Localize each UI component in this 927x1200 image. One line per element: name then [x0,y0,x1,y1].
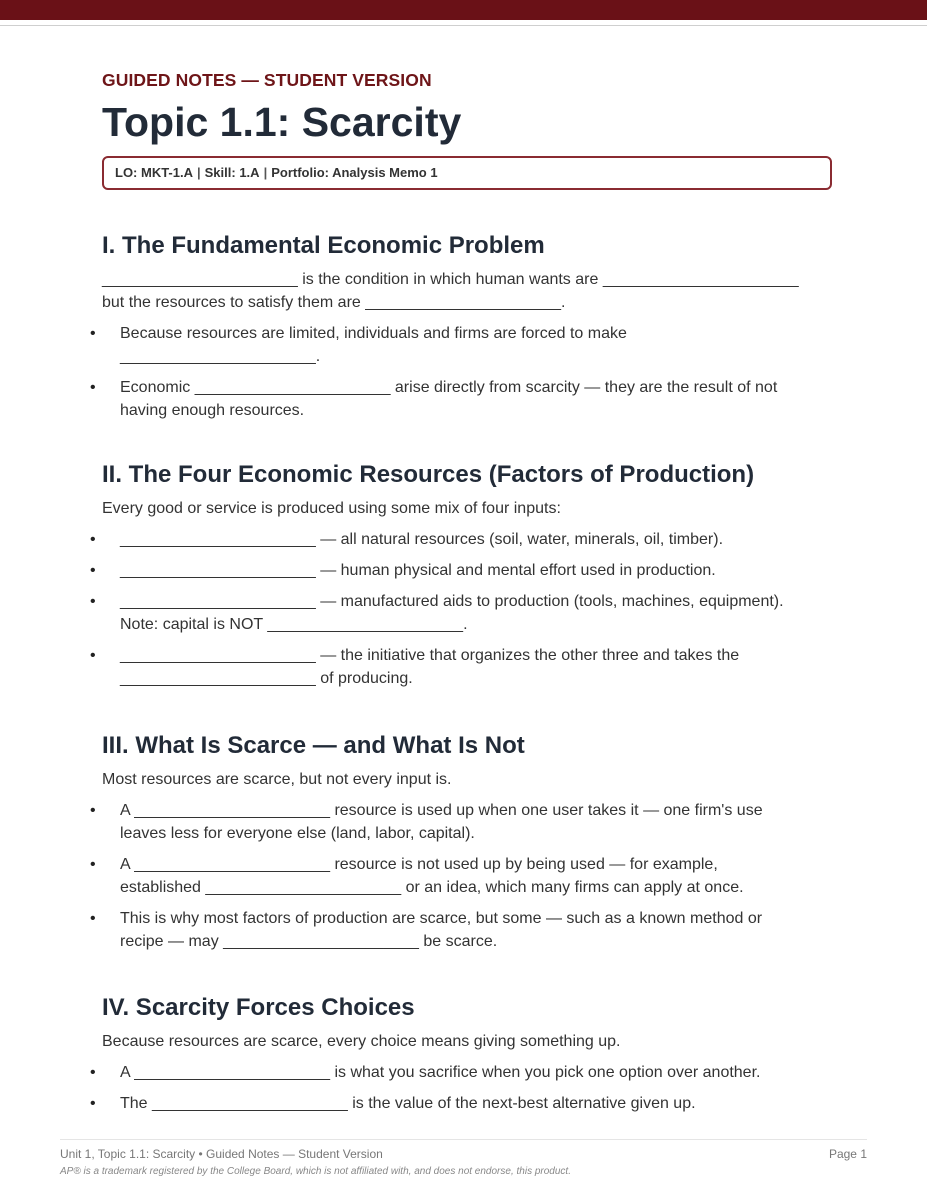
list-item [102,559,832,582]
list-item-line: • ______________________ — all natural resources (soil, water, minerals, oil, timber). [120,531,724,548]
list-item [102,853,832,899]
list-item-line: • ______________________ — human physical and mental effort used in production. [120,562,716,579]
section-fundamental-problem [102,231,832,422]
list-item-line: ______________________. [120,348,321,365]
list-item-line: • A ______________________ resource is not used up by being used — for example, [120,856,718,873]
section-heading: I. The Fundamental Economic Problem [102,232,545,259]
list-item-line: • Because resources are limited, individuals and firms are forced to make [120,325,627,342]
section-heading: III. What Is Scarce — and What Is Not [102,732,525,759]
list-item-line: • Economic ______________________ arise directly from scarcity — they are the result of not [120,379,778,396]
list-item-line: • ______________________ — the initiative that organizes the other three and takes the [120,647,740,664]
section-what-is-scarce [102,731,832,953]
section-intro: Because resources are scarce, every choice means giving something up. [102,1033,621,1050]
list-item-line: • A ______________________ resource is used up when one user takes it — one firm's use [120,802,763,819]
section-heading: IV. Scarcity Forces Choices [102,994,415,1021]
document-eyebrow: GUIDED NOTES — STUDENT VERSION [102,70,432,90]
list-item [102,644,832,690]
list-item-line: ______________________ of producing. [120,670,413,687]
bullet-list [102,528,832,690]
section-intro-line: but the resources to satisfy them are ______________________. [102,294,566,311]
list-item [102,376,832,422]
list-item [102,1092,832,1115]
list-item-line: • This is why most factors of production are scarce, but some — such as a known method or [120,910,763,927]
page-content [102,68,832,1112]
bullet-list [102,322,832,422]
list-item [102,528,832,551]
section-scarcity-choices [102,993,832,1115]
list-item [102,907,832,953]
section-intro: Most resources are scarce, but not every input is. [102,771,452,788]
list-item [102,1061,832,1084]
footer-page-number: Page 1 [828,1147,867,1161]
separator: | [263,165,268,180]
header-band [0,0,927,20]
section-heading: II. The Four Economic Resources (Factors of Production) [102,461,755,488]
list-item [102,322,832,368]
lo-label: LO: MKT-1.A [115,165,193,180]
list-item-line: leaves less for everyone else (land, labor, capital). [120,825,475,842]
list-item-line: established ______________________ or an idea, which many firms can apply at once. [120,879,744,896]
footer-trademark-note: AP® is a trademark registered by the College Board, which is not affiliated with, and does not endorse, this product. [60,1166,571,1177]
footer-document-info: Unit 1, Topic 1.1: Scarcity • Guided Notes — Student Version [60,1147,383,1161]
list-item-line: recipe — may ______________________ be scarce. [120,933,498,950]
footer-rule [60,1139,867,1140]
list-item [102,799,832,845]
bullet-list [102,1061,832,1115]
skill-label: Skill: 1.A [204,165,260,180]
separator: | [197,165,201,180]
list-item-line: • The ______________________ is the value of the next-best alternative given up. [120,1095,696,1112]
section-intro-line: ______________________ is the condition in which human wants are ______________________ [102,271,799,288]
bullet-list [102,799,832,953]
learning-objective-box [102,156,832,190]
portfolio-label: Portfolio: Analysis Memo 1 [271,165,438,180]
list-item-line: Note: capital is NOT ______________________. [120,616,468,633]
list-item-line: having enough resources. [120,402,305,419]
section-intro: Every good or service is produced using some mix of four inputs: [102,500,561,517]
list-item-line: • A ______________________ is what you sacrifice when you pick one option over another. [120,1064,761,1081]
list-item-line: • ______________________ — manufactured aids to production (tools, machines, equipment). [120,593,784,610]
header-rule [0,25,927,26]
list-item [102,590,832,636]
page-title: Topic 1.1: Scarcity [102,99,462,145]
section-four-resources [102,460,832,690]
